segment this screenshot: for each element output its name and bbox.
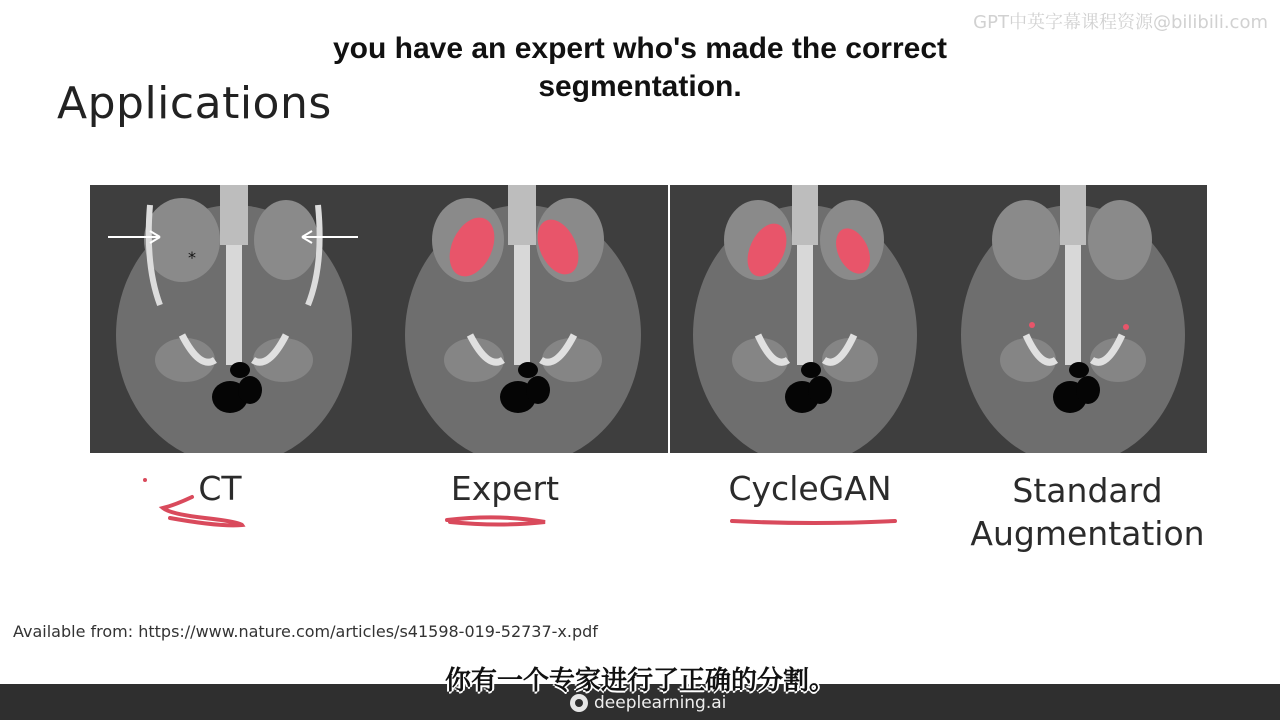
ct-scan-image — [90, 185, 378, 453]
english-subtitle: you have an expert who's made the correct segmentation. — [332, 32, 947, 103]
chinese-subtitle: 你有一个专家进行了正确的分割。 — [444, 666, 835, 696]
cyclegan-underline-scribble — [732, 521, 895, 523]
watermark: GPT中英字幕课程资源@bilibili.com — [973, 12, 1268, 33]
caption-expert: Expert — [450, 469, 560, 508]
expert-scan-image — [378, 185, 668, 453]
standard-augmentation-scan-image — [940, 185, 1207, 453]
caption-standard-augmentation — [960, 469, 1215, 555]
caption-standard-line1: Standard — [1012, 471, 1163, 510]
expert-underline-scribble — [447, 517, 545, 524]
image-pair-left — [90, 185, 668, 453]
source-citation: Available from: https://www.nature.com/articles/s41598-019-52737-x.pdf — [13, 622, 598, 641]
image-pair-right — [670, 185, 1207, 453]
ct-annotation-dot — [143, 478, 147, 482]
caption-cyclegan: CycleGAN — [728, 469, 892, 508]
cyclegan-scan-image — [670, 185, 940, 453]
caption-standard-line2: Augmentation — [970, 514, 1205, 553]
logo-text: deeplearning.ai — [594, 693, 727, 713]
caption-ct: CT — [198, 469, 242, 508]
slide-title: Applications — [57, 78, 332, 129]
svg-text:*: * — [188, 248, 196, 267]
